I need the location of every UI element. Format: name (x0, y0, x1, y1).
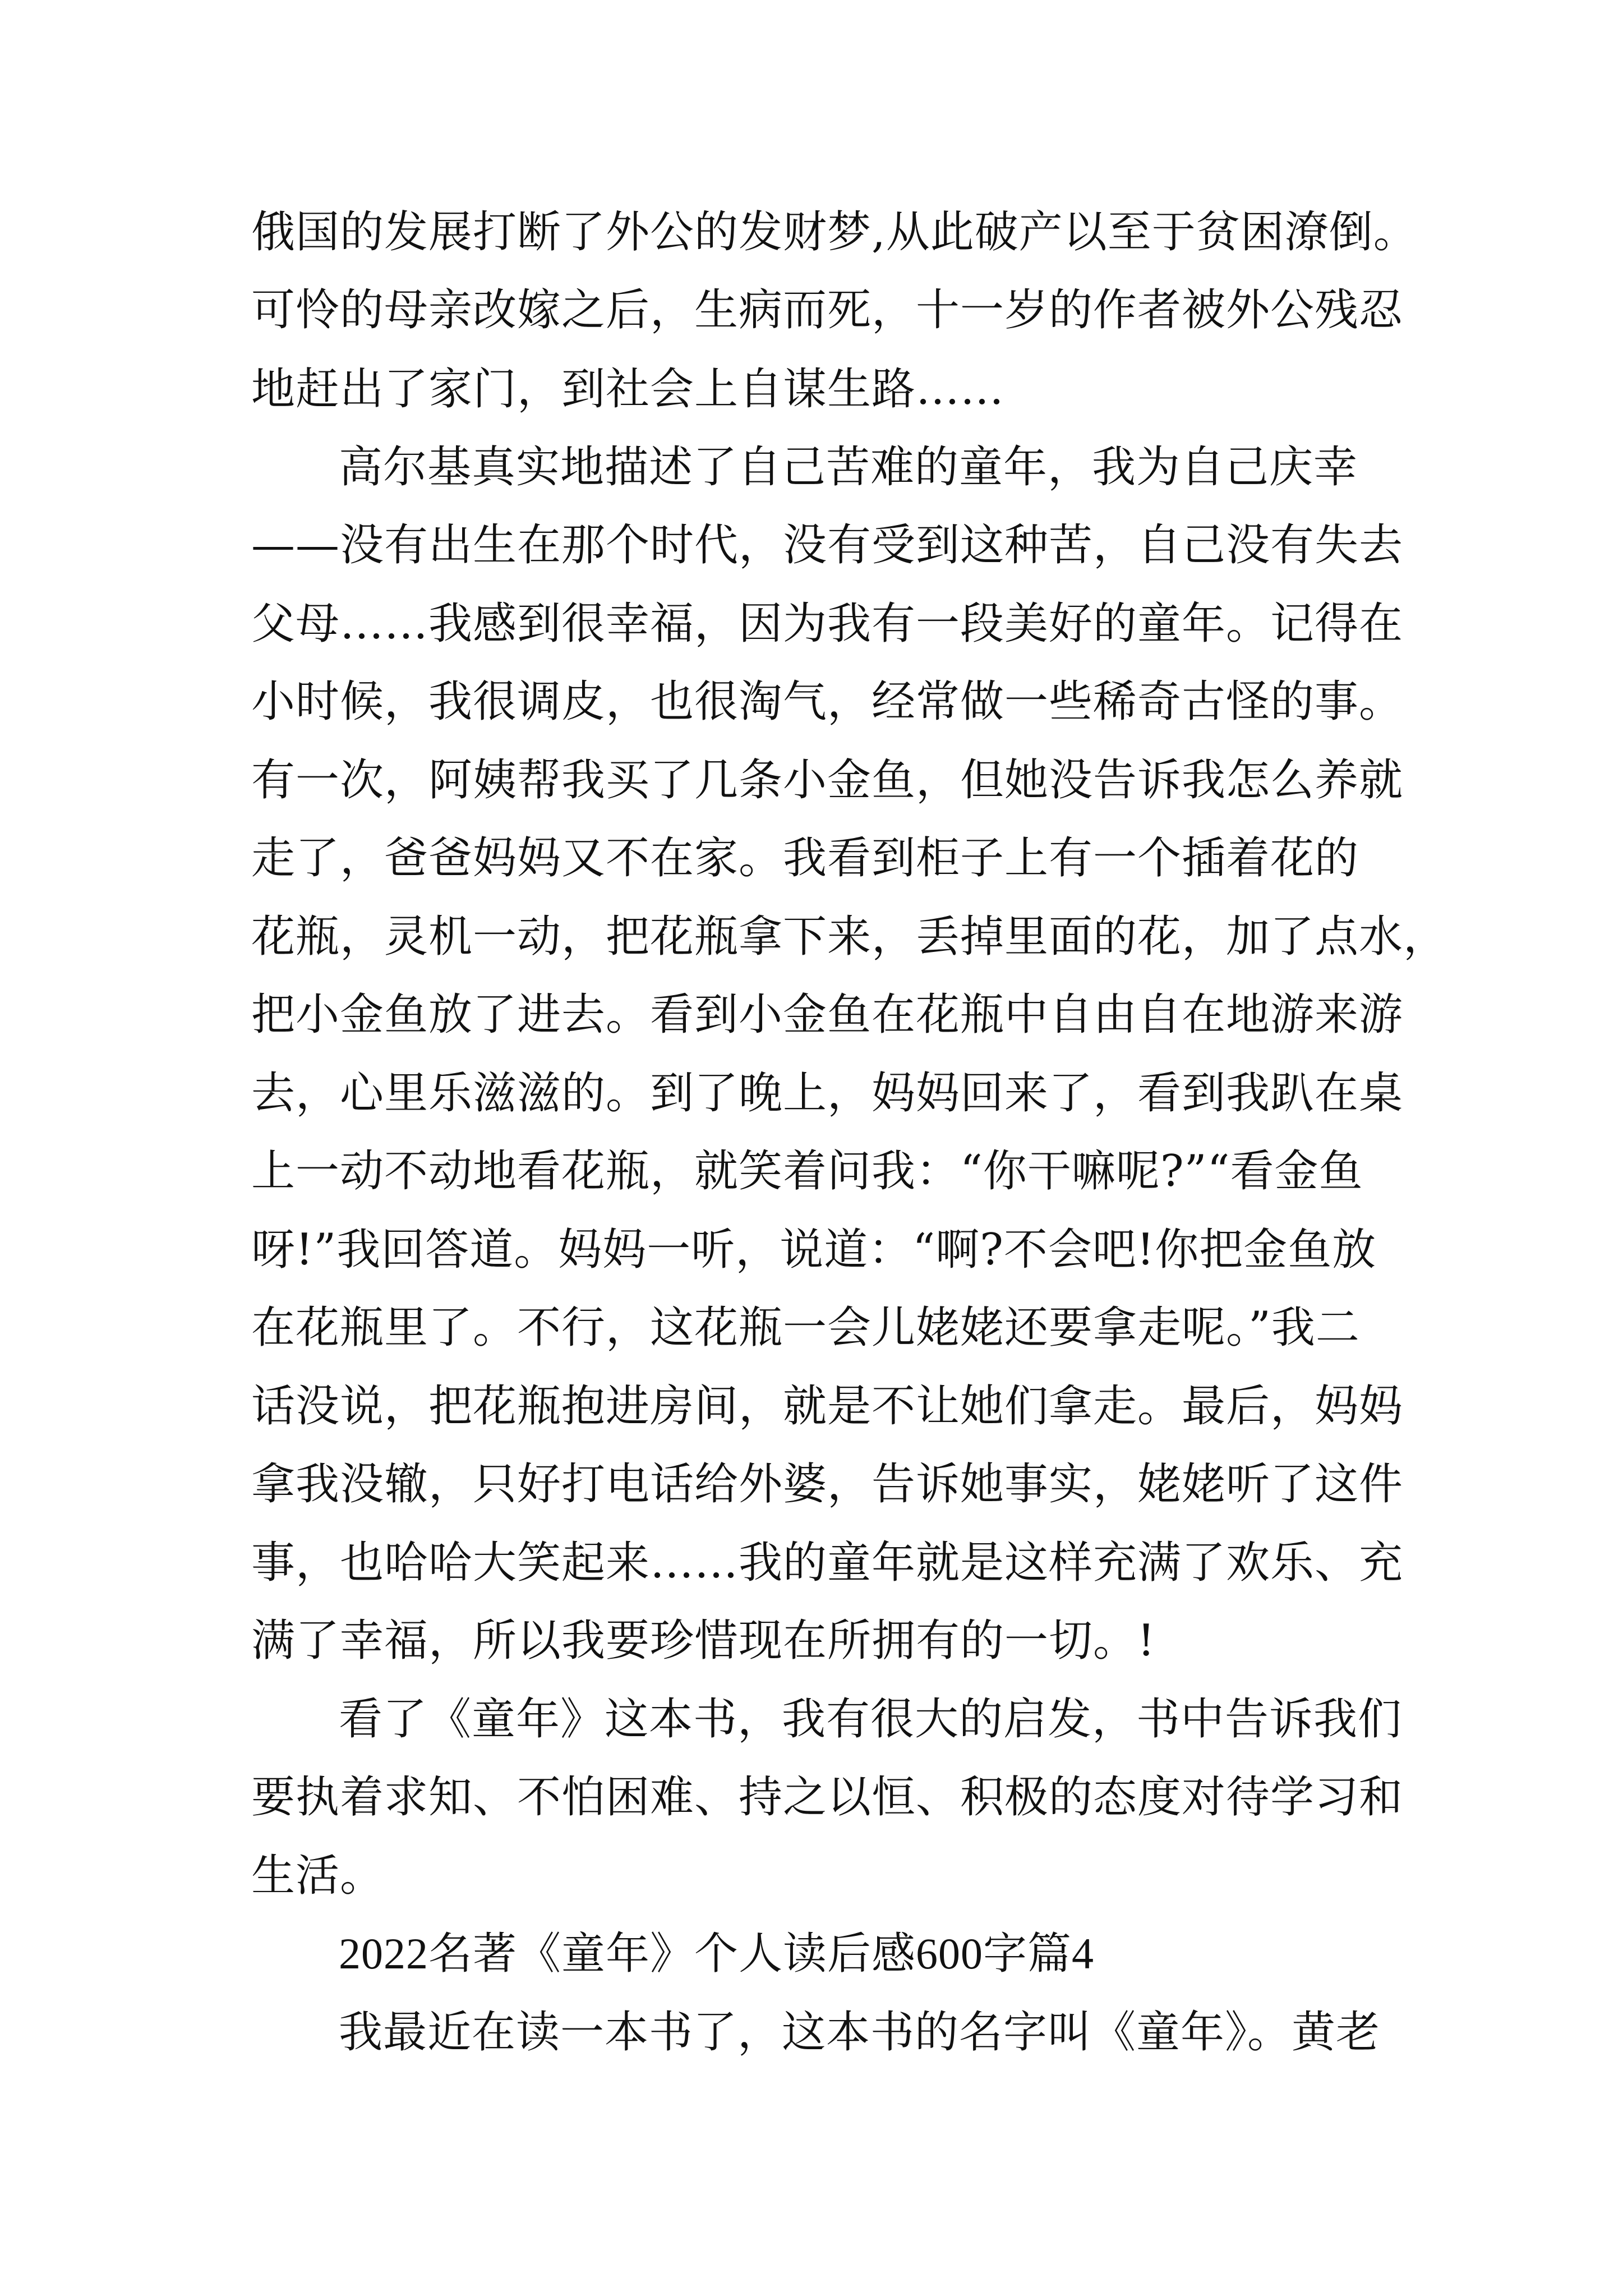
text-line: 在花瓶里了。不行，这花瓶一会儿姥姥还要拿走呢。”我二 (251, 1303, 1360, 1353)
text-line: 地赶出了家门，到社会上自谋生路…… (251, 364, 1005, 415)
paragraph-start-line: 看了《童年》这本书，我有很大的启发，书中告诉我们 (339, 1694, 1403, 1745)
text-line: 上一动不动地看花瓶，就笑着问我：“你干嘛呢?”“看金鱼 (251, 1146, 1363, 1197)
text-line: 拿我没辙，只好打电话给外婆，告诉她事实，姥姥听了这件 (251, 1459, 1404, 1510)
text-line: 事，也哈哈大笑起来……我的童年就是这样充满了欢乐、充 (251, 1538, 1404, 1588)
text-line: 可怜的母亲改嫁之后，生病而死，十一岁的作者被外公残忍 (251, 285, 1404, 335)
section-heading: 2022名著《童年》个人读后感600字篇4 (339, 1929, 1095, 1978)
text-line: 话没说，把花瓶抱进房间，就是不让她们拿走。最后，妈妈 (251, 1381, 1404, 1432)
text-line: 呀!”我回答道。妈妈一听，说道：“啊?不会吧!你把金鱼放 (251, 1225, 1377, 1275)
text-line: 把小金鱼放了进去。看到小金鱼在花瓶中自由自在地游来游 (251, 990, 1404, 1040)
text-line: 小时候，我很调皮，也很淘气，经常做一些稀奇古怪的事。 (251, 677, 1404, 727)
text-line: ——没有出生在那个时代，没有受到这种苦，自己没有失去 (251, 520, 1404, 570)
text-line: 生活。 (251, 1851, 385, 1901)
text-line: 花瓶，灵机一动，把花瓶拿下来，丢掉里面的花，加了点水， (251, 912, 1448, 962)
text-line: 有一次，阿姨帮我买了几条小金鱼，但她没告诉我怎么养就 (251, 755, 1404, 806)
text-line: 走了，爸爸妈妈又不在家。我看到柜子上有一个插着花的 (251, 833, 1359, 884)
text-line: 父母……我感到很幸福，因为我有一段美好的童年。记得在 (251, 599, 1404, 649)
paragraph-start-line: 我最近在读一本书了，这本书的名字叫《童年》。黄老 (339, 2007, 1381, 2058)
text-line: 满了幸福，所以我要珍惜现在所拥有的一切。! (251, 1616, 1156, 1666)
paragraph-start-line: 高尔基真实地描述了自己苦难的童年，我为自己庆幸 (339, 442, 1358, 493)
text-line: 去，心里乐滋滋的。到了晚上，妈妈回来了，看到我趴在桌 (251, 1068, 1404, 1119)
text-line: 俄国的发展打断了外公的发财梦,从此破产以至于贫困潦倒。 (251, 207, 1418, 257)
text-line: 要执着求知、不怕困难、持之以恒、积极的态度对待学习和 (251, 1772, 1404, 1823)
